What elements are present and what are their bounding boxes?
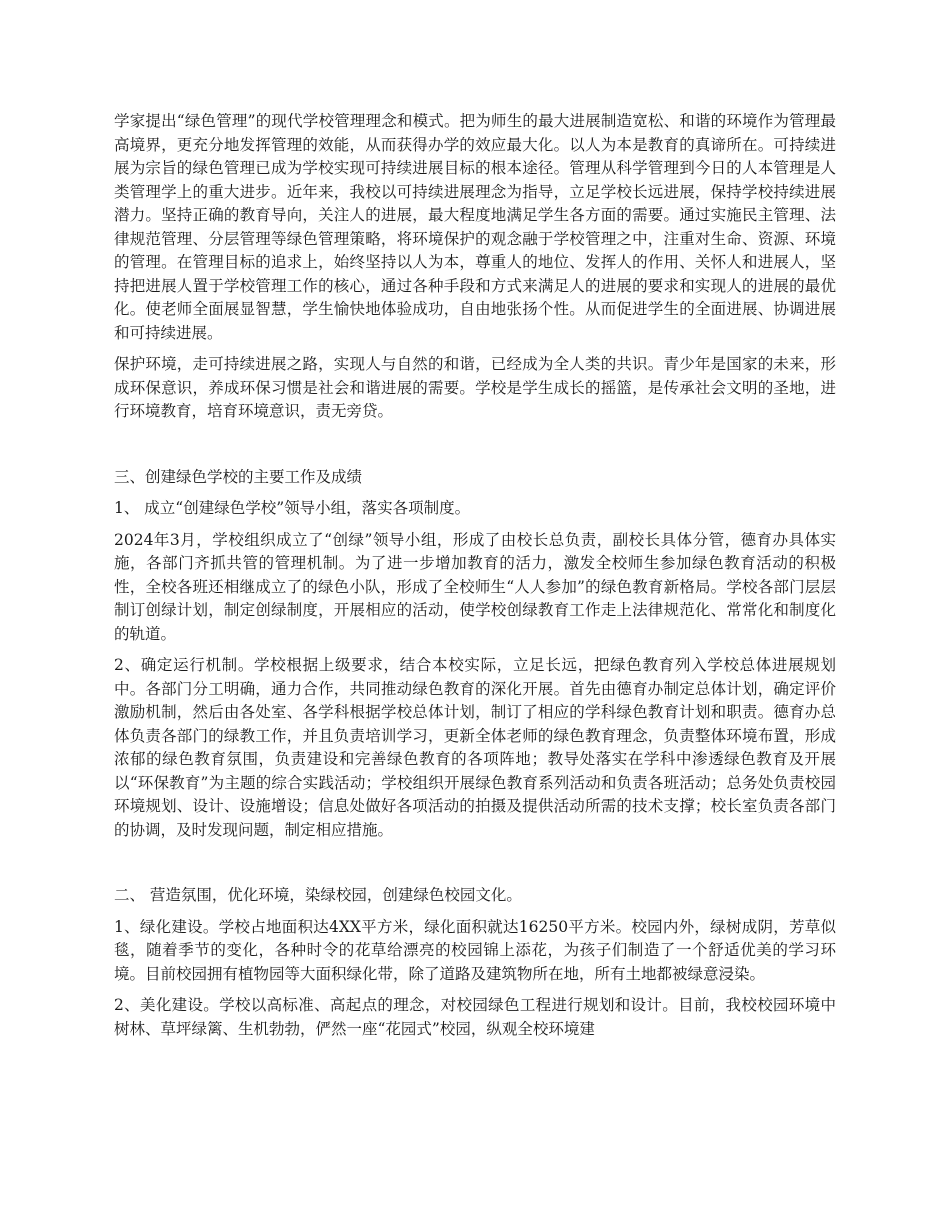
paragraph-leadership-group: 2024年3月，学校组织成立了“创绿”领导小组，形成了由校长总负责，副校长具体分管，德育办具体实施，各部门齐抓共管的管理机制。为了进一步增加教育的活力，激发全校师生参加绿色教育活动的积极性，全校各班还相继成立了的绿色小队，形成了全校师生“人人参加”的绿色教育新格局。学校各部门层层制订创绿计划，制定创绿制度，开展相应的活动，使学校创绿教育工作走上法律规范化、常常化和制度化的轨道。 xyxy=(114,530,836,643)
section-gap xyxy=(114,850,836,884)
section-heading-campus-culture: 二、 营造氛围，优化环境，染绿校园，创建绿色校园文化。 xyxy=(114,886,522,904)
list-item-leadership-group: 1、 成立“创建绿色学校”领导小组，落实各项制度。 xyxy=(114,499,471,517)
paragraph-operating-mechanism: 2、确定运行机制。学校根据上级要求，结合本校实际，立足长远，把绿色教育列入学校总体进展规划中。各部门分工明确，通力合作，共同推动绿色教育的深化开展。首先由德育办制定总体计划，确定评价激励机制，然后由各处室、各学科根据学校总体计划，制订了相应的学科绿色教育计划和职责。德育办总体负责各部门的绿教工作，并且负责培训学习，更新全体老师的绿色教育理念，负责整体环境布置，形成浓郁的绿色教育氛围，负责建设和完善绿色教育的各项阵地；教导处落实在学科中渗透绿色教育及开展以“环保教育”为主题的综合实践活动；学校组织开展绿色教育系列活动和负责各班活动；总务处负责校园环境规划、设计、设施增设；信息处做好各项活动的拍摄及提供活动所需的技术支撑；校长室负责各部门的协调，及时发现问题，制定相应措施。 xyxy=(114,656,836,839)
section-heading-main-work: 三、创建绿色学校的主要工作及成绩 xyxy=(114,467,363,486)
document-page xyxy=(114,110,836,1049)
paragraph-beautification: 2、美化建设。学校以高标准、高起点的理念，对校园绿色工程进行规划和设计。目前，我校校园环境中树林、草坪绿篱、生机勃勃，俨然一座“花园式”校园，纵观全校环境建 xyxy=(114,996,836,1038)
section-gap xyxy=(114,432,836,466)
paragraph-greening: 1、绿化建设。学校占地面积达4XX平方米，绿化面积就达16250平方米。校园内外，绿树成阴，芳草似毯，随着季节的变化，各种时令的花草给漂亮的校园锦上添花，为孩子们制造了一个舒适优美的学习环境。目前校园拥有植物园等大面积绿化带，除了道路及建筑物所在地，所有土地都被绿意浸染。 xyxy=(114,917,836,983)
paragraph-environment-protection: 保护环境，走可持续进展之路，实现人与自然的和谐，已经成为全人类的共识。青少年是国家的未来，形成环保意识，养成环保习惯是社会和谐进展的需要。学校是学生成长的摇篮，是传承社会文明的圣地，进行环境教育，培育环境意识，责无旁贷。 xyxy=(114,355,836,420)
paragraph-green-management: 学家提出“绿色管理”的现代学校管理理念和模式。把为师生的最大进展制造宽松、和谐的环境作为管理最高境界，更充分地发挥管理的效能，从而获得办学的效应最大化。以人为本是教育的真谛所在。可持续进展为宗旨的绿色管理已成为学校实现可持续进展目标的根本途径。管理从科学管理到今日的人本管理是人类管理学上的重大进步。近年来，我校以可持续进展理念为指导，立足学校长远进展，保持学校持续进展潜力。坚持正确的教育导向，关注人的进展，最大程度地满足学生各方面的需要。通过实施民主管理、法律规范管理、分层管理等绿色管理策略，将环境保护的观念融于学校管理之中，注重对生命、资源、环境的管理。在管理目标的追求上，始终坚持以人为本，尊重人的地位、发挥人的作用、关怀人和进展人，坚持把进展人置于学校管理工作的核心，通过各种手段和方式来满足人的进展的要求和实现人的进展的最优化。使老师全面展显智慧，学生愉快地体验成功，自由地张扬个性。从而促进学生的全面进展、协调进展和可持续进展。 xyxy=(114,112,836,342)
